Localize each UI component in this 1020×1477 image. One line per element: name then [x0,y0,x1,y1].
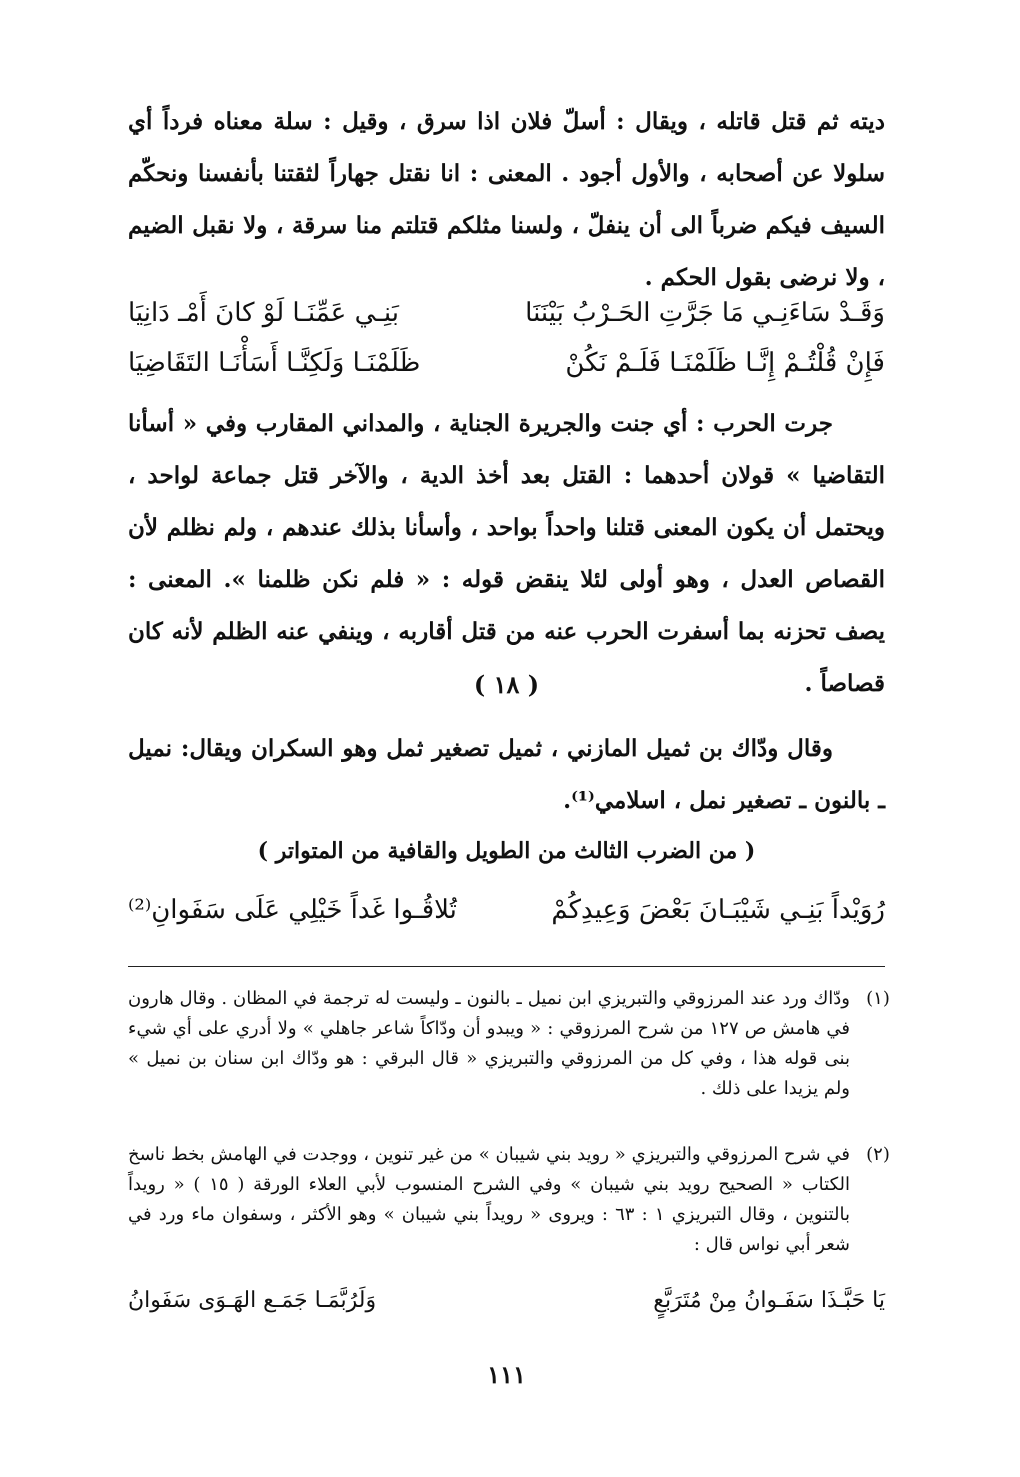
poem-introduction: وقال ودّاك بن ثميل المازني ، ثميل تصغير ثمل وهو السكران ويقال: نميل ـ بالنون ـ تصغير نمل ، اسلامي⁽¹⁾. [128,735,885,814]
footnote-1-text: ودّاك ورد عند المرزوقي والتبريزي ابن نميل ـ بالنون ـ وليست له ترجمة في المظان . وقال هارون في هامش ص ١٢٧ من شرح المرزوقي : « ويبدو أن ودّاكاً شاعر جاهلي » ولا أدري على أي شيء بنى قوله هذا ، وفي كل من المرزوقي والتبريزي « قال البرقي : هو ودّاك ابن سنان بن نميل » ولم يزيدا على ذلك . [128,988,850,1099]
verse-1-second-hemistich: بَنِـي عَمِّنَـا لَوْ كانَ أَمْـ دَانِيَا [128,298,399,328]
commentary-paragraph-2: جرت الحرب : أي جنت والجريرة الجناية ، والمداني المقارب وفي « أسأنا التقاضيا » قولان أحدهما : القتل بعد أخذ الدية ، والآخر قتل جماعة لواحد ، ويحتمل أن يكون المعنى قتلنا واحداً بواحد ، وأسأنا بذلك عندهم ، ولم نظلم لأن القصاص العدل ، وهو أولى لئلا ينقض قوله : « فلم نكن ظلمنا ». المعنى : يصف تحزنه بما أسفرت الحرب عنه من قتل أقاربه ، وينفي عنه الظلم لأنه كان قصاصاً . [128,410,885,697]
verse-line-2 [128,348,885,398]
verse-2-second-hemistich: ظَلَمْنَـا وَلَكِنَّـا أَسَأْنَـا التَقَاضِيَا [128,348,421,378]
footnote-verse [128,1288,885,1324]
verse-line-1 [128,298,885,348]
footnote-separator [128,966,885,967]
footnote-1-number: (١) [866,988,890,1009]
footnote-verse-first-hemistich: يَا حَبَّـذَا سَفَـوانُ مِنْ مُتَرَبَّعٍ [653,1288,885,1313]
verse-2-first-hemistich: فَإِنْ قُلْتُـمْ إِنَّـا ظَلَمْنَـا فَلَـمْ نَكُنْ [565,348,885,378]
footnote-2-number: (٢) [866,1144,890,1165]
section-number: ( ١٨ ) [473,670,540,699]
footnote-2 [128,1140,898,1280]
verse-line-3 [128,895,885,945]
verse-3-second-hemistich: تُلاقُـوا غَداً خَيْلِي عَلَى سَفَوانِ⁽²⁾ [128,895,457,925]
verse-1-first-hemistich: وَقَـدْ سَاءَنِـي مَا جَرَّتِ الحَـرْبُ بَيْنَنَا [525,298,885,328]
verse-3-first-hemistich: رُوَيْداً بَنِـي شَيْبَـانَ بَعْضَ وَعِيدِكُمْ [551,895,885,925]
footnote-1 [128,984,898,1108]
footnote-verse-second-hemistich: وَلَرُبَّمَـا جَمَـع الهَـوَى سَفَوانُ [128,1288,377,1313]
commentary-paragraph-1: ديته ثم قتل قاتله ، ويقال : أسلّ فلان اذا سرق ، وقيل : سلة معناه فرداً أي سلولا عن أصحابه ، والأول أجود . المعنى : انا نقتل جهاراً لثقتنا بأنفسنا ونحكّم السيف فيكم ضرباً الى أن ينفلّ ، ولسنا مثلكم قتلتم منا سرقة ، ولا نقبل الضيم ، ولا نرضى بقول الحكم . [128,108,885,291]
meter-heading: ( من الضرب الثالث من الطويل والقافية من المتواتر ) [257,838,756,864]
footnote-2-text: في شرح المرزوقي والتبريزي « رويد بني شيبان » من غير تنوين ، ووجدت في الهامش بخط ناسخ الكتاب « الصحيح رويد بني شيبان » وفي الشرح المنسوب لأبي العلاء الورقة ( ١٥ ) « رويداً بالتنوين ، وقال التبريزي ١ : ٦٣ : ويروى « رويداً بني شيبان » وهو الأكثر ، وسفوان ماء ورد في شعر أبي نواس قال : [128,1144,851,1255]
page-number: ١١١ [487,1360,526,1389]
